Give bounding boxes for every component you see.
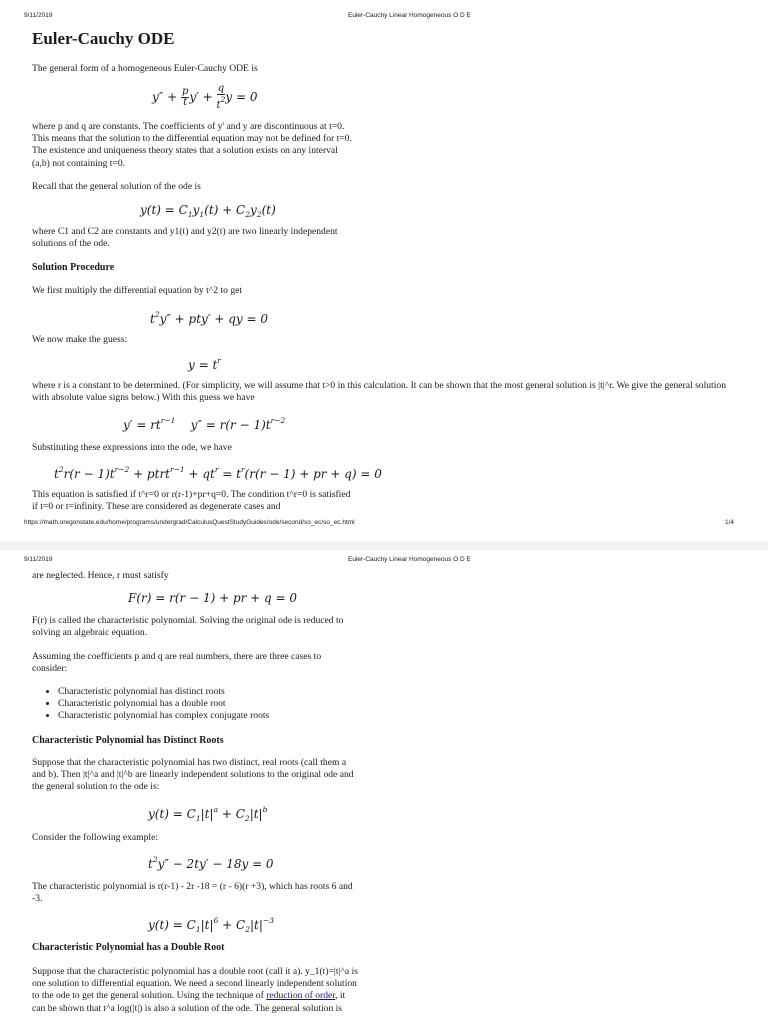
paragraph: The characteristic polynomial is r(r-1) - 2r -18 = (r - 6)(r +3), which has roots 6 and -3. (32, 881, 353, 905)
paragraph: Consider the following example: (32, 832, 159, 843)
print-title: Euler-Cauchy Linear Homogeneous O D E (348, 556, 471, 563)
section-heading: Characteristic Polynomial has a Double Root (32, 942, 225, 953)
list-item: • Characteristic polynomial has distinct roots (58, 686, 269, 698)
equation-guess: $y = t^r$ (188, 356, 221, 372)
section-heading: Characteristic Polynomial has Distinct Roots (32, 735, 224, 746)
paragraph: F(r) is called the characteristic polynomial. Solving the original ode is reduced to solving an algebraic equation. (32, 615, 344, 639)
equation-general-form: y″ + $\frac{p}{t}$ y′ + $\frac{q}{t^2}$ y = 0 (152, 83, 258, 111)
print-footer (0, 519, 768, 531)
print-header (0, 12, 768, 24)
equation-substituted: $t^2r(r - 1)t^{r-2}$ + ptrt$^{r-1}$ + $qt^r = t^r(r(r - 1)$ + pr + q) = 0 (54, 465, 382, 481)
print-url: https://math.oregonstate.edu/home/programs/undergrad/CalculusQuestStudyGuides/ode/second/so_ec/so_ec.html (24, 519, 355, 526)
equation-example-solution: $y(t) = C_1|t|^6 + C_2|t|^{-3}$ (148, 916, 274, 934)
equation-multiplied: $t^2y'' + pty'$ + qy = 0 (150, 310, 269, 326)
case-list (46, 686, 269, 723)
paragraph: The general form of a homogeneous Euler-Cauchy ODE is (32, 63, 258, 74)
paragraph-text: Suppose that the characteristic polynomial has a double root (call it a). y_1(t)=|t|^a is one solution to differential equation. We need a second linearly independent solution to the ode to get the general solution. Using the technique of (32, 966, 358, 1002)
paragraph: Assuming the coefficients p and q are real numbers, there are three cases to consider: (32, 651, 322, 675)
print-page-number: 1/4 (724, 519, 734, 526)
equation-characteristic: F(r) = r(r − 1) + pr + q = 0 (128, 591, 298, 605)
print-date: 9/11/2019 (24, 556, 53, 563)
paragraph: are neglected. Hence, r must satisfy (32, 570, 169, 581)
paragraph: We now make the guess: (32, 334, 128, 345)
paragraph: We first multiply the differential equation by t^2 to get (32, 285, 243, 296)
paragraph: where p and q are constants. The coefficients of y' and y are discontinuous at t=0. This means that the solution to the differential equation may not be defined for t=0. The existence and uniqueness theory states that a solution exists on any interval (a,b) not containing t=0. (32, 121, 352, 169)
list-item: • Characteristic polynomial has complex conjugate roots (58, 710, 269, 722)
section-heading: Solution Procedure (32, 262, 115, 273)
paragraph-text: , it can be shown that t^a log(|t|) is also a solution of the ode. The general solution is (32, 990, 346, 1014)
page-break (0, 541, 768, 550)
paragraph: Recall that the general solution of the ode is (32, 181, 201, 192)
list-item: • Characteristic polynomial has a double root (58, 698, 269, 710)
equation-general-solution: $y(t) = C_1y_1(t) + C_2y_2(t)$ (140, 203, 276, 219)
equation-derivatives: $y' = rt^{r-1}$ $y'' = r(r - 1)t^{r-2}$ (123, 416, 286, 432)
paragraph: This equation is satisfied if t^r=0 or r(r-1)+pr+q=0. The condition t^r=0 is satisfied if t=0 or t=infinity. These are considered as degenerate cases and (32, 489, 351, 513)
paragraph: where r is a constant to be determined. (For simplicity, we will assume that t>0 in this calculation. It can be shown that the most general solution is |t|^r. We give the general solution with absolute value signs below.) With this guess we have (32, 380, 726, 404)
paragraph (32, 966, 358, 1015)
paragraph: Suppose that the characteristic polynomial has two distinct, real roots (call them a and b). Then |t|^a and |t|^b are linearly independent solutions to the original ode and the general solution to the ode is: (32, 757, 354, 793)
paragraph: where C1 and C2 are constants and y1(t) and y2(t) are two linearly independent solutions of the ode. (32, 226, 338, 250)
paragraph: Substituting these expressions into the ode, we have (32, 442, 232, 453)
equation-distinct-solution: $y(t) = C_1|t|^a + C_2|t|^b$ (148, 805, 268, 823)
reduction-of-order-link[interactable]: reduction of order (266, 990, 336, 1002)
equation-example: $t^2y'' - 2ty' - 18y = 0$ (148, 855, 274, 871)
print-header (0, 556, 768, 568)
print-date: 9/11/2019 (24, 12, 53, 19)
page-title: Euler-Cauchy ODE (32, 29, 175, 48)
print-title: Euler-Cauchy Linear Homogeneous O D E (348, 12, 471, 19)
